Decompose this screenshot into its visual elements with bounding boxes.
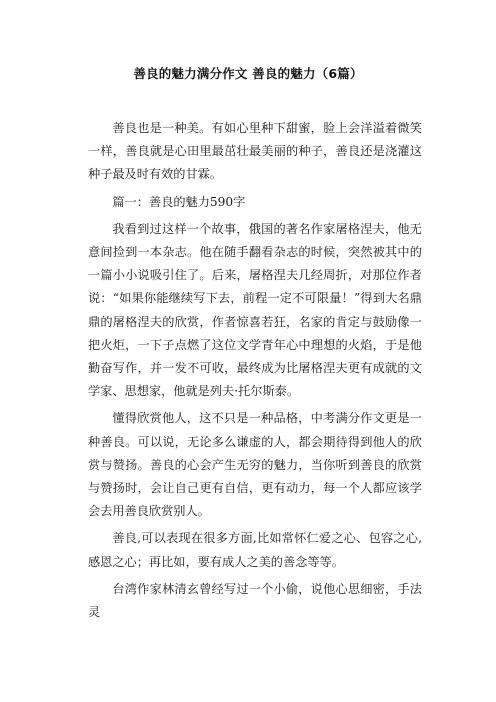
document-body [88,117,422,628]
paragraph-lin-qingxuan: 台湾作家林清玄曾经写过一个小偷，说他心思细密，手法灵 [88,581,422,620]
paragraph-kindness-forms: 善良,可以表现在很多方面,比如常怀仁爱之心、包容之心,感恩之心；再比如，要有成人之美的善念等等。 [88,531,422,569]
paragraph-intro: 善良也是一种美。有如心里种下甜蜜，脸上会洋溢着微笑一样，善良就是心田里最茁壮最美丽的种子，善良还是浇灌这种子最及时有效的甘霖。 [88,121,422,182]
paragraph-appreciation: 懂得欣赏他人，这不只是一种品格，中考满分作文更是一种善良。可以说，无论多么谦虚的人，都会期待得到他人的欣赏与赞扬。善良的心会产生无穷的魅力，当你听到善良的欣赏与赞扬时，会让自己更有自信，更有动力，每一个人都应该学会去用善良欣赏别人。 [88,411,422,519]
paragraph-story: 我看到过这样一个故事，俄国的著名作家屠格涅夫，他无意间捡到一本杂志。他在随手翻看杂志的时候，突然被其中的一篇小小说吸引住了。后来，屠格涅夫几经周折，对那位作者说：“如果你能继续写下去，前程一定不可限量！”得到大名鼎鼎的屠格涅夫的欣赏，作者惊喜若狂，名家的肯定与鼓励像一把火炬，一下子点燃了这位文学青年心中理想的火焰，于是他勤奋写作，并一发不可收，最终成为比屠格涅夫更有成就的文学家、思想家，他就是列夫·托尔斯泰。 [88,221,422,399]
document-title: 善良的魅力满分作文 善良的魅力（6篇） [133,66,363,81]
paragraph-section-heading: 篇一：善良的魅力590字 [112,194,246,209]
